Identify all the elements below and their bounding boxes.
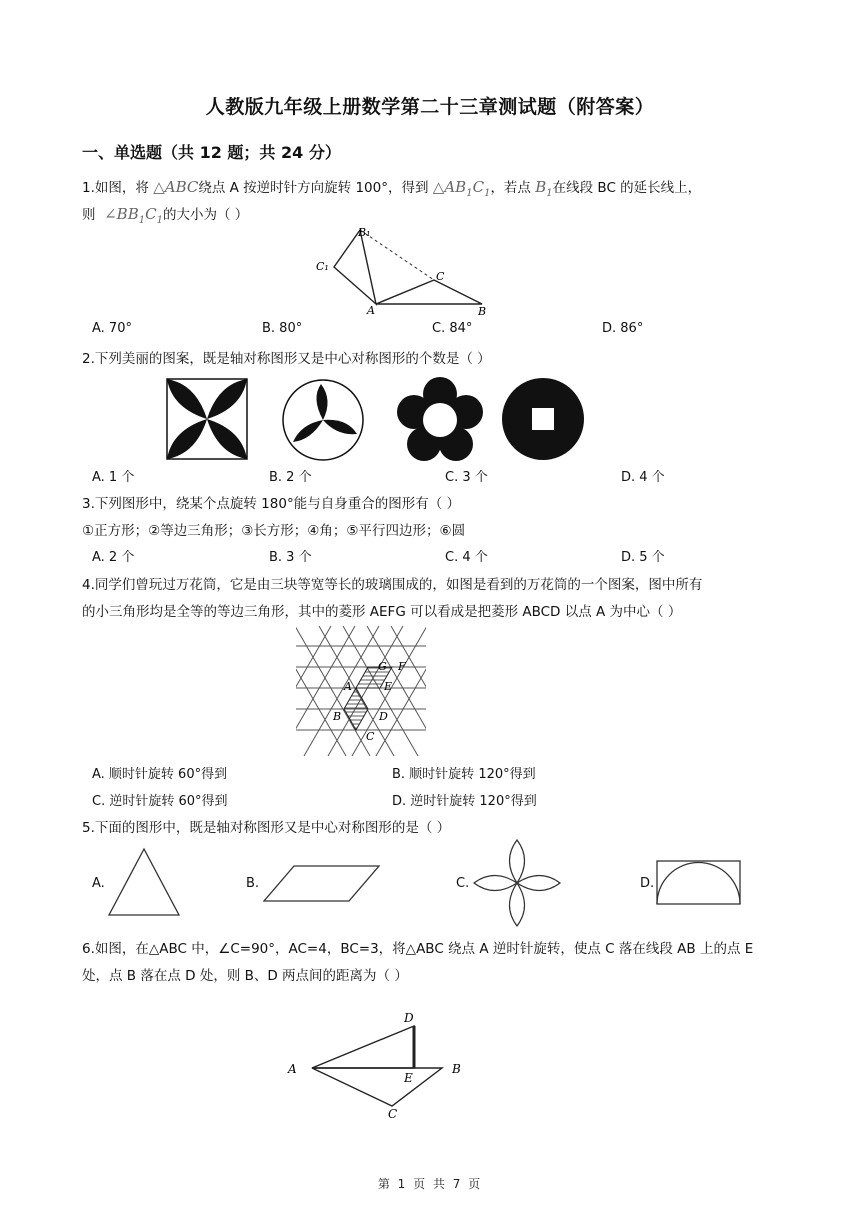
q6-line-1: 6.如图，在△ABC 中，∠C=90°，AC=4，BC=3，将△ABC 绕点 A 逆时针旋转，使点 C 落在线段 AB 上的点 E: [82, 941, 754, 957]
page-footer: 第 1 页 共 7 页: [377, 1177, 483, 1191]
svg-text:A: A: [344, 680, 352, 693]
q4-line-1: 4.同学们曾玩过万花筒，它是由三块等宽等长的玻璃围成的，如图是看到的万花筒的一个图案，图中所有: [82, 577, 703, 593]
q5-figure-triangle: [106, 846, 182, 918]
q2-option-a[interactable]: A. 1 个: [92, 470, 135, 485]
q3-option-d[interactable]: D. 5 个: [621, 550, 665, 565]
q2-figure-three-blades: [281, 378, 365, 462]
svg-text:B₁: B₁: [358, 226, 371, 239]
q5-figure-parallelogram: [262, 864, 382, 904]
q6-line-2: 处，点 B 落在点 D 处，则 B、D 两点间的距离为（ ）: [82, 968, 408, 984]
q4-option-d[interactable]: D. 逆时针旋转 120°得到: [392, 794, 537, 809]
q2-option-b[interactable]: B. 2 个: [269, 470, 312, 485]
q1-option-c[interactable]: C. 84°: [432, 321, 473, 336]
q2-text: 2.下列美丽的图案，既是轴对称图形又是中心对称图形的个数是（ ）: [82, 351, 491, 367]
svg-text:C₁: C₁: [316, 260, 329, 273]
q4-kaleidoscope-figure: [296, 626, 426, 756]
svg-text:C: C: [388, 1107, 398, 1118]
q5-option-d[interactable]: D.: [640, 876, 655, 891]
svg-text:C: C: [436, 270, 445, 283]
q2-option-d[interactable]: D. 4 个: [621, 470, 665, 485]
q5-figure-four-petals: [472, 838, 562, 928]
q5-option-b[interactable]: B.: [246, 876, 260, 891]
q1-line-1: 1.如图，将 △ABC绕点 A 按逆时针方向旋转 100°，得到 $\triangle AB_1C_1$，若点 $B_1$在线段 BC 的延长线上，: [82, 178, 702, 199]
q5-option-c[interactable]: C.: [456, 876, 470, 891]
q2-figure-flower: [396, 376, 484, 464]
q1-option-d[interactable]: D. 86°: [602, 321, 644, 336]
q4-option-b[interactable]: B. 顺时针旋转 120°得到: [392, 767, 536, 782]
svg-text:B: B: [478, 305, 487, 318]
q3-text: 3.下列图形中，绕某个点旋转 180°能与自身重合的图形有（ ）: [82, 496, 460, 512]
q6-rotation-figure: [284, 1006, 474, 1118]
svg-text:C: C: [366, 730, 375, 743]
svg-text:A: A: [288, 1062, 297, 1076]
q2-option-c[interactable]: C. 3 个: [445, 470, 488, 485]
q1-option-a[interactable]: A. 70°: [92, 321, 132, 336]
section-heading: 一、单选题（共 12 题；共 24 分）: [82, 143, 341, 162]
svg-text:D: D: [404, 1011, 414, 1025]
q4-option-a[interactable]: A. 顺时针旋转 60°得到: [92, 767, 228, 782]
q2-figure-coin: [500, 376, 586, 462]
svg-text:E: E: [404, 1071, 413, 1085]
svg-text:B: B: [452, 1062, 461, 1076]
q5-figure-semicircle-rect: [656, 860, 742, 906]
q3-items: ①正方形；②等边三角形；③长方形；④角；⑤平行四边形；⑥圆: [82, 523, 466, 539]
svg-text:B: B: [333, 710, 342, 723]
q3-option-c[interactable]: C. 4 个: [445, 550, 488, 565]
q1-line-2: 则 $\angle BB_1C_1$的大小为（ ）: [82, 205, 249, 226]
q1-rotation-figure: [310, 222, 500, 320]
svg-text:E: E: [384, 680, 393, 693]
svg-text:F: F: [398, 660, 406, 673]
q1-option-b[interactable]: B. 80°: [262, 321, 303, 336]
svg-text:G: G: [378, 660, 387, 673]
svg-text:D: D: [379, 710, 388, 723]
q3-option-b[interactable]: B. 3 个: [269, 550, 312, 565]
q3-option-a[interactable]: A. 2 个: [92, 550, 135, 565]
svg-text:A: A: [367, 304, 375, 317]
q5-text: 5.下面的图形中，既是轴对称图形又是中心对称图形的是（ ）: [82, 820, 451, 836]
q5-option-a[interactable]: A.: [92, 876, 105, 891]
q4-line-2: 的小三角形均是全等的等边三角形，其中的菱形 AEFG 可以看成是把菱形 ABCD 以点 A 为中心（ ）: [82, 604, 682, 620]
q4-option-c[interactable]: C. 逆时针旋转 60°得到: [92, 794, 228, 809]
q2-figure-leaves-square: [166, 378, 248, 460]
page-title: 人教版九年级上册数学第二十三章测试题（附答案）: [205, 96, 655, 118]
